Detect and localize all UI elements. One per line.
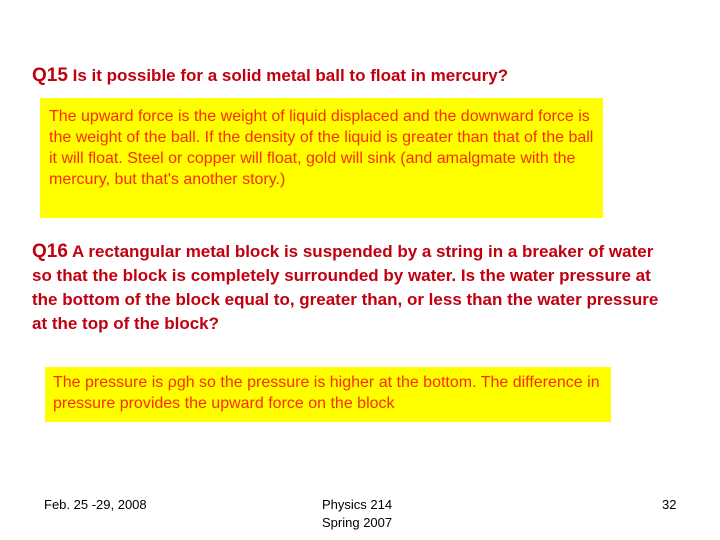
answer-text: The pressure is ρgh so the pressure is higher at the bottom. The difference in pressure provides the upward force on the block	[53, 374, 600, 412]
footer-course-line2: Spring 2007	[322, 515, 393, 530]
answer-box-16	[45, 367, 611, 422]
footer-date: Feb. 25 -29, 2008	[44, 497, 147, 512]
question-15	[32, 65, 692, 87]
answer-box-15	[40, 98, 603, 218]
answer-text: The upward force is the weight of liquid displaced and the downward force is the weight of the ball. If the density of the liquid is greater than that of the ball it will float. Steel or copper will float, gold will sink (and amalgmate with the mercury, but that's another story.)	[49, 108, 594, 188]
page-number: 32	[662, 497, 677, 512]
footer-course	[322, 496, 392, 532]
footer-course-line1: Physics 214	[322, 497, 393, 512]
question-number: Q15	[32, 65, 68, 86]
question-text: A rectangular metal block is suspended by a string in a breaker of water so that the block is completely surrounded by water. Is the water pressure at the bottom of the block equal to, greater than, or less than the water pressure at the top of the block?	[32, 242, 659, 333]
question-text: Is it possible for a solid metal ball to float in mercury?	[67, 66, 509, 85]
question-16	[32, 240, 662, 336]
question-number: Q16	[32, 241, 68, 262]
